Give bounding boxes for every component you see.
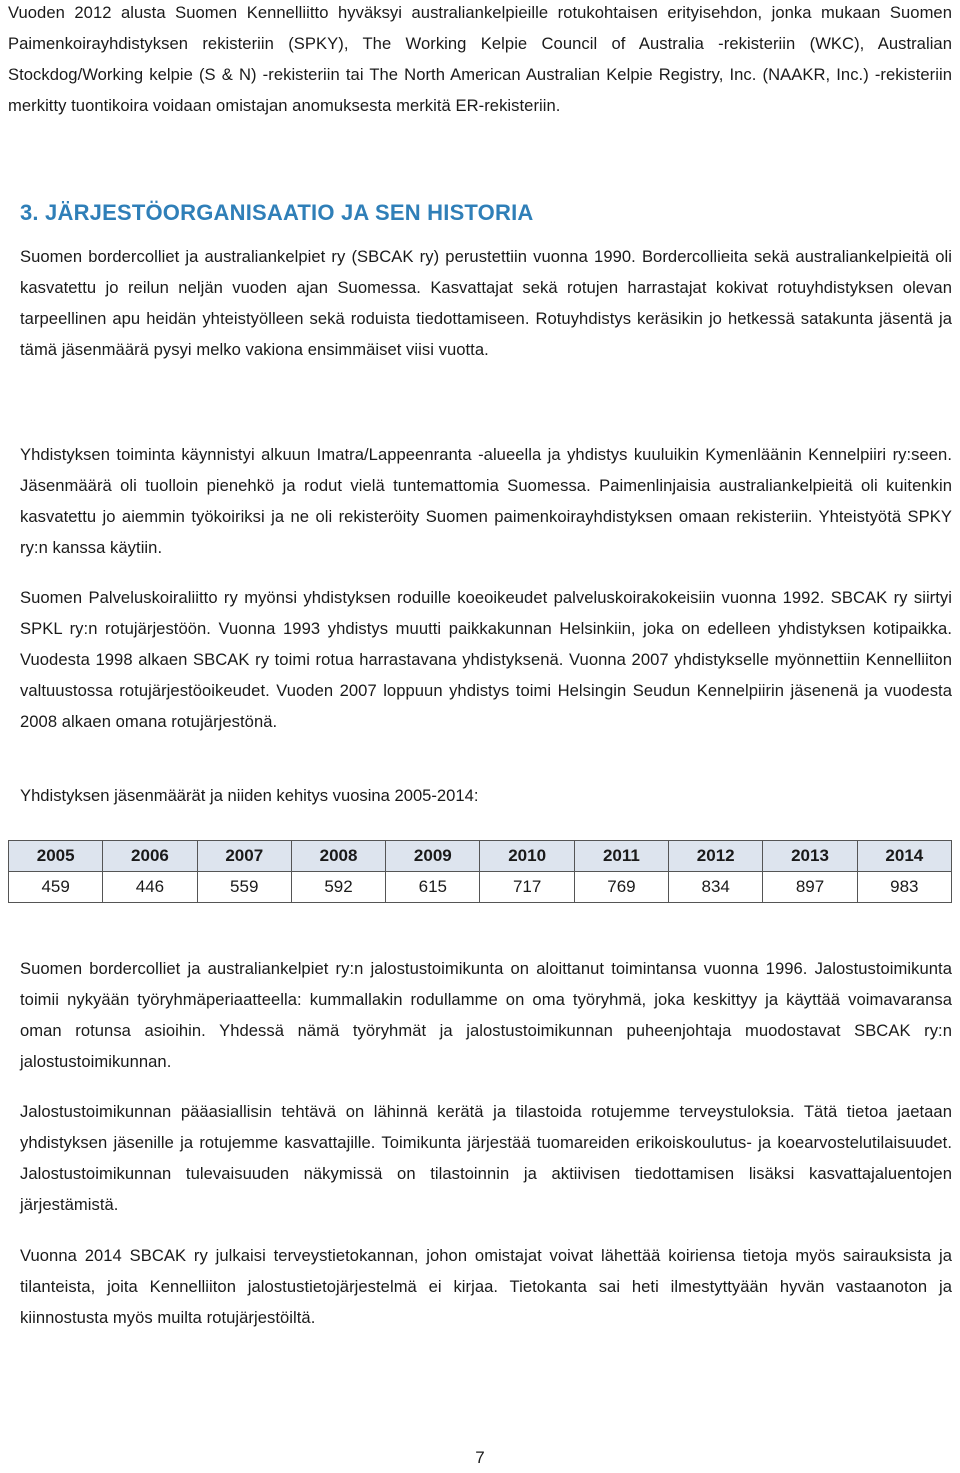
count-cell: 717 [480, 872, 574, 903]
count-cell: 834 [669, 872, 763, 903]
year-cell: 2005 [9, 841, 103, 872]
year-cell: 2014 [857, 841, 951, 872]
breeding-paragraph-3: Vuonna 2014 SBCAK ry julkaisi terveystietokannan, johon omistajat voivat lähettää koiriensa tietoja myös sairauksista ja tilanteista, joita Kennelliiton jalostustietojärjestelmä ei kirjaa. Tietokanta sai heti ilmestyttyään hyvän vastaanoton ja kiinnostusta myös muilta rotujärjestöiltä. [20, 1246, 952, 1327]
history-paragraph-3: Suomen Palveluskoiraliitto ry myönsi yhdistyksen roduille koeoikeudet palveluskoirakokeisiin vuonna 1992. SBCAK ry siirtyi SPKL ry:n rotujärjestöön. Vuonna 1993 yhdistys muutti paikkakunnan Helsinkiin, joka on edelleen yhdistyksen kotipaikka. Vuodesta 1998 alkaen SBCAK ry toimi rotua harrastavana yhdistyksenä. Vuonna 2007 yhdistykselle myönnettiin Kennelliiton valtuustossa rotujärjestöoikeudet. Vuoden 2007 loppuun yhdistys toimi Helsingin Seudun Kennelpiirin jäsenenä ja vuodesta 2008 alkaen omana rotujärjestönä. [20, 588, 952, 731]
history-paragraph-1: Suomen bordercolliet ja australiankelpiet ry (SBCAK ry) perustettiin vuonna 1990. Bordercollieita sekä australiankelpieitä oli kasvatettu jo reilun neljän vuoden ajan Suomessa. Kasvattajat sekä rotujen harrastajat kokivat rotuyhdistyksen olevan tarpeellinen apu heidän yhteistyölleen sekä roduista tiedottamiseen. Rotuyhdistys keräsikin jo hetkessä satakunta jäsentä ja tämä jäsenmäärä pysyi melko vakiona ensimmäiset viisi vuotta. [20, 247, 952, 359]
intro-paragraph: Vuoden 2012 alusta Suomen Kennelliitto hyväksyi australiankelpieille rotukohtaisen erityisehdon, jonka mukaan Suomen Paimenkoirayhdistyksen rekisteriin (SPKY), The Working Kelpie Council of Australia -rekisteriin (WKC), Australian Stockdog/Working kelpie (S & N) -rekisteriin tai The North American Australian Kelpie Registry, Inc. (NAAKR, Inc.) -rekisteriin merkitty tuontikoira voidaan omistajan anomuksesta merkitä ER-rekisteriin. [8, 3, 952, 115]
section-heading: 3. JÄRJESTÖORGANISAATIO JA SEN HISTORIA [20, 200, 534, 225]
year-cell: 2006 [103, 841, 197, 872]
year-cell: 2009 [386, 841, 480, 872]
table-header-row [9, 841, 952, 872]
membership-table-label: Yhdistyksen jäsenmäärät ja niiden kehitys vuosina 2005-2014: [20, 786, 479, 805]
year-cell: 2007 [197, 841, 291, 872]
count-cell: 769 [574, 872, 668, 903]
breeding-paragraph-1: Suomen bordercolliet ja australiankelpiet ry:n jalostustoimikunta on aloittanut toimintansa vuonna 1996. Jalostustoimikunta toimii nykyään työryhmäperiaatteella: kummallakin rodullamme on oma työryhmä, joka keskittyy ja käyttää voimavaransa oman rotunsa asioihin. Yhdessä nämä työryhmät ja jalostustoimikunnan puheenjohtaja muodostavat SBCAK ry:n jalostustoimikunnan. [20, 959, 952, 1071]
history-paragraph-2: Yhdistyksen toiminta käynnistyi alkuun Imatra/Lappeenranta -alueella ja yhdistys kuuluikin Kymenläänin Kennelpiiri ry:seen. Jäsenmäärä oli tuolloin pienehkö ja rodut vielä tuntemattomia Suomessa. Paimenlinjaisia australiankelpieitä oli kuitenkin kasvatettu jo aiemmin työkoiriksi ja ne oli rekisteröity Suomen paimenkoirayhdistyksen omaan rekisteriin. Yhteistyötä SPKY ry:n kanssa käytiin. [20, 445, 952, 557]
count-cell: 559 [197, 872, 291, 903]
year-cell: 2013 [763, 841, 857, 872]
breeding-paragraph-2: Jalostustoimikunnan pääasiallisin tehtävä on lähinnä kerätä ja tilastoida rotujemme terveystuloksia. Tätä tietoa jaetaan yhdistyksen jäsenille ja rotujemme kasvattajille. Toimikunta järjestää tuomareiden erikoiskoulutus- ja koearvostelutilaisuudet. Jalostustoimikunnan tulevaisuuden näkymissä on tilastoinnin ja aktiivisen tiedottamisen lisäksi kasvattajaluentojen järjestämistä. [20, 1102, 952, 1214]
membership-table-wrapper [8, 840, 952, 903]
page-number: 7 [475, 1448, 485, 1467]
count-cell: 615 [386, 872, 480, 903]
count-cell: 983 [857, 872, 951, 903]
table-row [9, 872, 952, 903]
year-cell: 2011 [574, 841, 668, 872]
year-cell: 2008 [291, 841, 385, 872]
count-cell: 592 [291, 872, 385, 903]
year-cell: 2012 [669, 841, 763, 872]
count-cell: 459 [9, 872, 103, 903]
year-cell: 2010 [480, 841, 574, 872]
count-cell: 897 [763, 872, 857, 903]
count-cell: 446 [103, 872, 197, 903]
membership-table [8, 840, 952, 903]
